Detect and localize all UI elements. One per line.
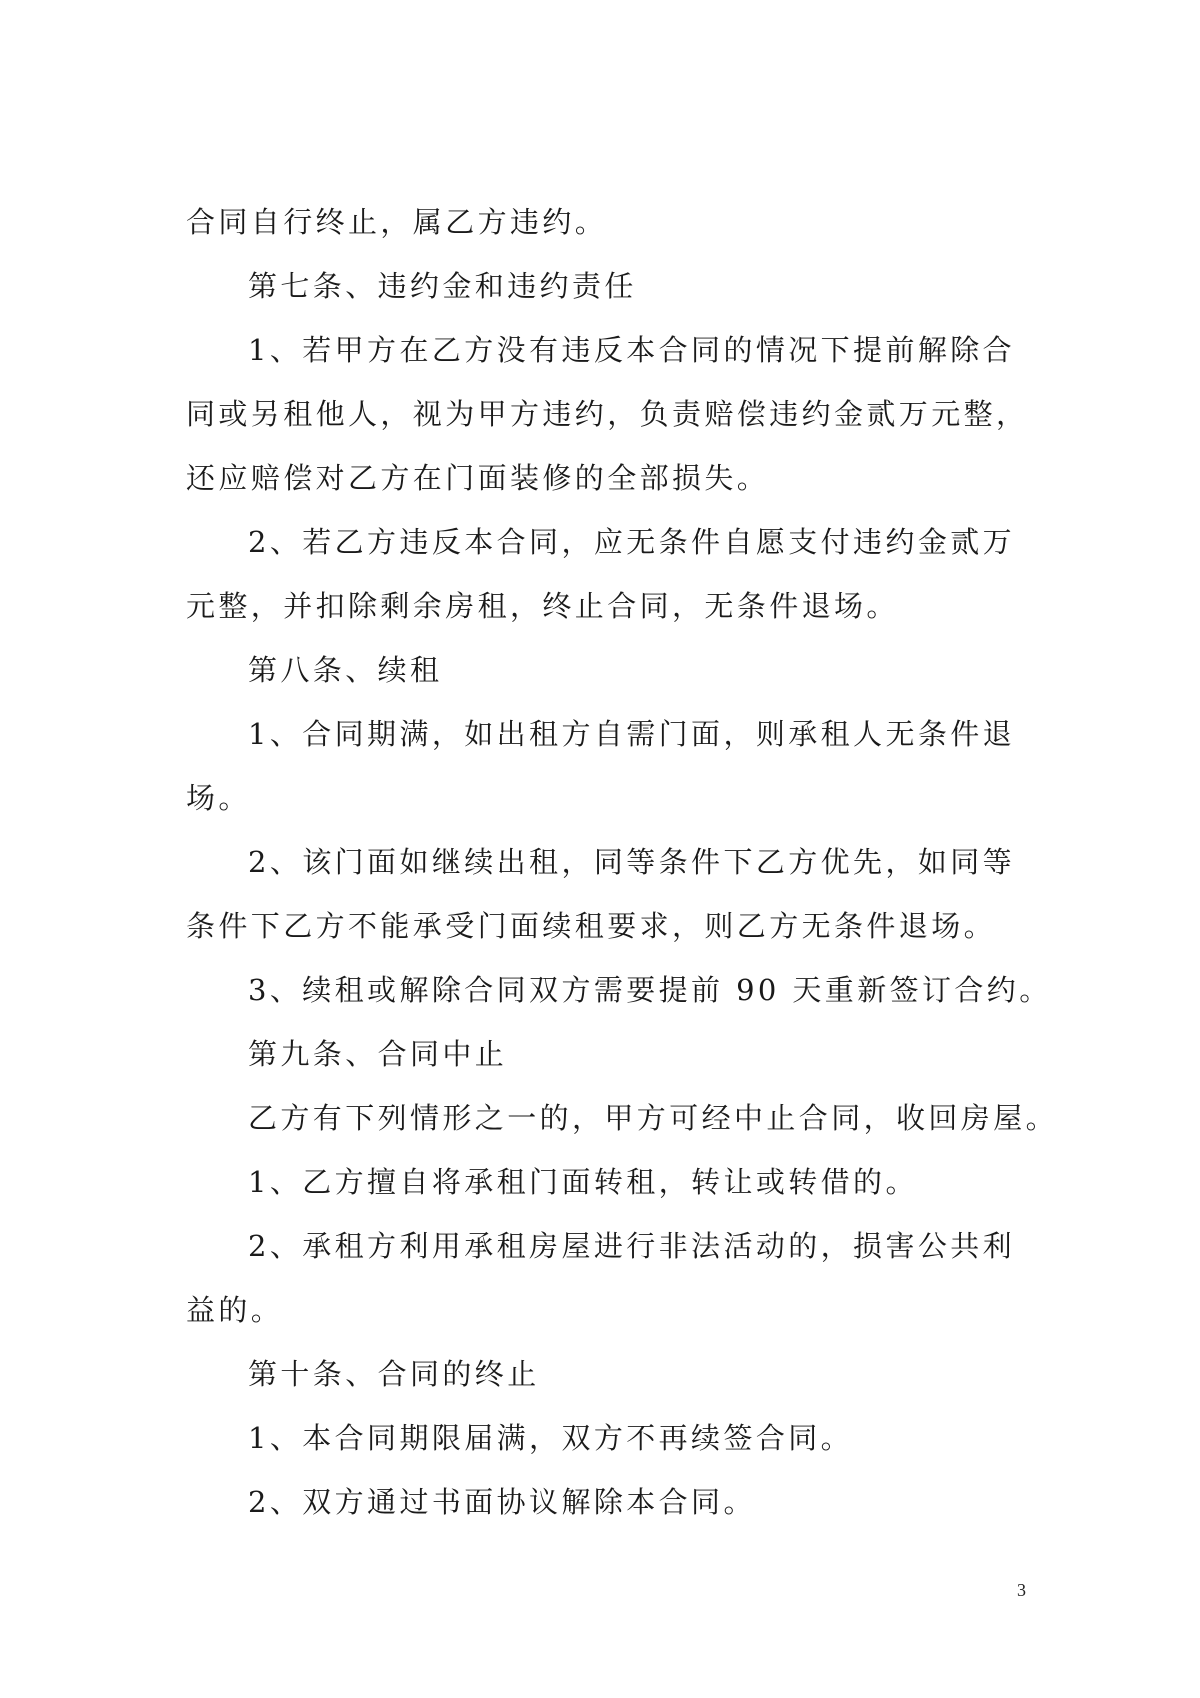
clause-7-2-line-1: 2、若乙方违反本合同，应无条件自愿支付违约金贰万 xyxy=(248,525,1016,559)
document-body xyxy=(186,190,1059,1534)
clause-9-1: 1、乙方擅自将承租门面转租，转让或转借的。 xyxy=(248,1165,918,1199)
page-number: 3 xyxy=(1017,1580,1026,1600)
clause-10-1: 1、本合同期限届满，双方不再续签合同。 xyxy=(248,1421,854,1455)
clause-7-2-line-2: 元整，并扣除剩余房租，终止合同，无条件退场。 xyxy=(186,589,899,623)
clause-7-1-line-1: 1、若甲方在乙方没有违反本合同的情况下提前解除合 xyxy=(248,333,1016,367)
article-9-intro: 乙方有下列情形之一的，甲方可经中止合同，收回房屋。 xyxy=(248,1101,1059,1135)
clause-10-2: 2、双方通过书面协议解除本合同。 xyxy=(248,1485,756,1519)
clause-7-1-line-3: 还应赔偿对乙方在门面装修的全部损失。 xyxy=(186,461,770,495)
clause-8-2-line-1: 2、该门面如继续出租，同等条件下乙方优先，如同等 xyxy=(248,845,1016,879)
clause-9-2-line-2: 益的。 xyxy=(186,1293,284,1327)
clause-8-1-line-2: 场。 xyxy=(186,781,251,815)
clause-7-1-line-2: 同或另租他人，视为甲方违约，负责赔偿违约金贰万元整， xyxy=(186,397,1029,431)
section-heading-article-10: 第十条、合同的终止 xyxy=(248,1357,540,1391)
clause-8-1-line-1: 1、合同期满，如出租方自需门面，则承租人无条件退 xyxy=(248,717,1016,751)
clause-9-2-line-1: 2、承租方利用承租房屋进行非法活动的，损害公共利 xyxy=(248,1229,1016,1263)
clause-8-3: 3、续租或解除合同双方需要提前 90 天重新签订合约。 xyxy=(248,973,1052,1007)
section-heading-article-8: 第八条、续租 xyxy=(248,653,443,687)
section-heading-article-9: 第九条、合同中止 xyxy=(248,1037,508,1071)
section-heading-article-7: 第七条、违约金和违约责任 xyxy=(248,269,637,303)
clause-8-2-line-2: 条件下乙方不能承受门面续租要求，则乙方无条件退场。 xyxy=(186,909,997,943)
body-line-continuation: 合同自行终止，属乙方违约。 xyxy=(186,205,608,239)
